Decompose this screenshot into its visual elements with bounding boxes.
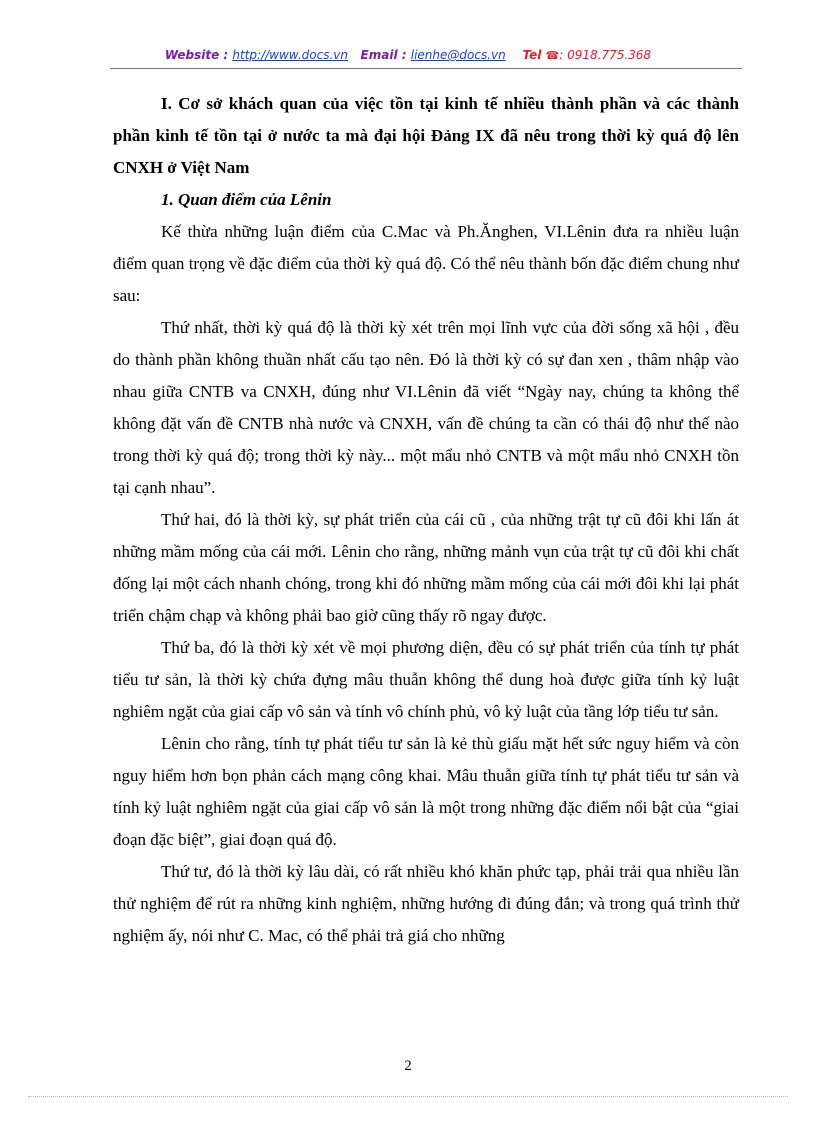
- header-divider: [110, 68, 742, 69]
- email-link[interactable]: lienhe@docs.vn: [410, 48, 506, 62]
- page-header: [0, 48, 816, 62]
- paragraph: Lênin cho rằng, tính tự phát tiểu tư sản là kẻ thù giấu mặt hết sức nguy hiểm và còn nguy hiểm hơn bọn phản cách mạng công khai. Mâu thuẫn giữa tính tự phát tiểu tư sản và tính kỷ luật nghiêm ngặt của giai cấp vô sản là một trong những đặc điểm nổi bật của “giai đoạn đặc biệt”, giai đoạn quá độ.: [113, 734, 739, 849]
- section-heading: I. Cơ sở khách quan của việc tồn tại kinh tế nhiều thành phần và các thành phần kinh tế tồn tại ở nước ta mà đại hội Đảng IX đã nêu trong thời kỳ quá độ lên CNXH ở Việt Nam: [113, 94, 739, 177]
- document-body: [113, 88, 739, 952]
- tel-value: : 0918.775.368: [559, 48, 652, 62]
- website-link[interactable]: http://www.docs.vn: [232, 48, 348, 62]
- tel-label: Tel: [522, 48, 542, 62]
- paragraph: Thứ tư, đó là thời kỳ lâu dài, có rất nhiều khó khăn phức tạp, phải trải qua nhiều lần thử nghiệm để rút ra những kinh nghiệm, những hướng đi đúng đắn; và trong quá trình thử nghiệm ấy, nói như C. Mac, có thể phải trả giá cho những: [113, 862, 739, 945]
- paragraph: Thứ ba, đó là thời kỳ xét về mọi phương diện, đều có sự phát triển của tính tự phát tiểu tư sản, là thời kỳ chứa đựng mâu thuẫn không thể dung hoà được giữa tính kỷ luật nghiêm ngặt của giai cấp vô sản và tính vô chính phủ, vô kỷ luật của tầng lớp tiểu tư sản.: [113, 638, 739, 721]
- paragraph: Thứ hai, đó là thời kỳ, sự phát triển của cái cũ , của những trật tự cũ đôi khi lấn át những mầm mống của cái mới. Lênin cho rằng, những mảnh vụn của trật tự cũ đôi khi chất đống lại một cách nhanh chóng, trong khi đó những mầm mống của cái mới đôi khi lại phát triển chậm chạp và không phải bao giờ cũng thấy rõ ngay được.: [113, 510, 739, 625]
- phone-icon: ☎: [545, 49, 560, 62]
- paragraph: Kế thừa những luận điểm của C.Mac và Ph.Ănghen, VI.Lênin đưa ra nhiều luận điểm quan trọng về đặc điểm của thời kỳ quá độ. Có thể nêu thành bốn đặc điểm chung như sau:: [113, 222, 739, 305]
- paragraph: Thứ nhất, thời kỳ quá độ là thời kỳ xét trên mọi lĩnh vực của đời sống xã hội , đều do thành phần không thuần nhất cấu tạo nên. Đó là thời kỳ có sự đan xen , thâm nhập vào nhau giữa CNTB va CNXH, đúng như VI.Lênin đã viết “Ngày nay, chúng ta không thể không đặt vấn đề CNTB nhà nước và CNXH, vấn đề chúng ta cần có thái độ như thế nào trong thời kỳ quá độ; trong thời kỳ này... một mẩu nhỏ CNTB và một mẩu nhỏ CNXH tồn tại cạnh nhau”.: [113, 318, 739, 497]
- page-bottom-divider: [28, 1096, 788, 1097]
- subsection-heading: 1. Quan điểm của Lênin: [161, 190, 332, 209]
- email-label: Email :: [360, 48, 407, 62]
- website-label: Website :: [164, 48, 229, 62]
- page-number: 2: [404, 1058, 412, 1074]
